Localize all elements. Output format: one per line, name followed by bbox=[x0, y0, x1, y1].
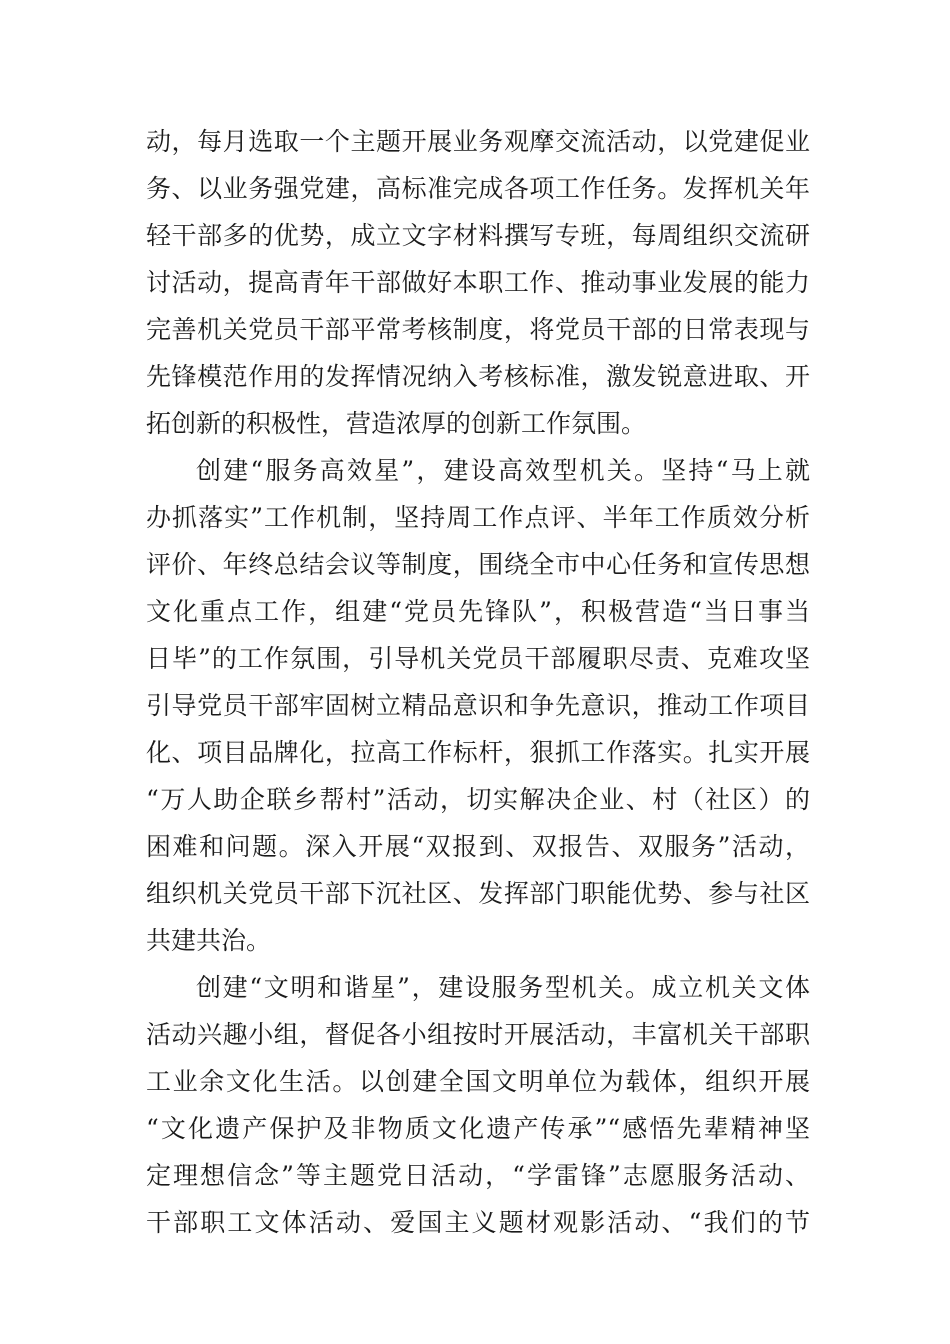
text-line: 定理想信念”等主题党日活动，“学雷锋”志愿服务活动、 bbox=[146, 1161, 810, 1190]
text-line: 化、项目品牌化，拉高工作标杆，狠抓工作落实。扎实开展 bbox=[146, 738, 810, 767]
text-line: 干部职工文体活动、爱国主义题材观影活动、“我们的节 bbox=[146, 1208, 810, 1237]
text-line: 日毕”的工作氛围，引导机关党员干部履职尽责、克难攻坚 bbox=[146, 644, 810, 673]
text-line: 工业余文化生活。以创建全国文明单位为载体，组织开展 bbox=[146, 1067, 810, 1096]
text-line: 办抓落实”工作机制，坚持周工作点评、半年工作质效分析 bbox=[146, 503, 810, 532]
text-line: 创建“服务高效星”，建设高效型机关。坚持“马上就 bbox=[196, 456, 810, 485]
text-line: 组织机关党员干部下沉社区、发挥部门职能优势、参与社区 bbox=[146, 879, 810, 908]
text-line: 困难和问题。深入开展“双报到、双报告、双服务”活动， bbox=[146, 832, 810, 861]
paragraph bbox=[146, 118, 810, 447]
text-line: 轻干部多的优势，成立文字材料撰写专班，每周组织交流研 bbox=[146, 221, 810, 250]
text-line: 创建“文明和谐星”，建设服务型机关。成立机关文体 bbox=[196, 973, 810, 1002]
text-line: 引导党员干部牢固树立精品意识和争先意识，推动工作项目 bbox=[146, 691, 810, 720]
text-line: 先锋模范作用的发挥情况纳入考核标准，激发锐意进取、开 bbox=[146, 362, 810, 391]
paragraph bbox=[146, 964, 810, 1246]
text-line: 共建共治。 bbox=[146, 926, 272, 955]
text-line: 拓创新的积极性，营造浓厚的创新工作氛围。 bbox=[146, 409, 647, 438]
text-line: 务、以业务强党建，高标准完成各项工作任务。发挥机关年 bbox=[146, 174, 810, 203]
text-line: 讨活动，提高青年干部做好本职工作、推动事业发展的能力 bbox=[146, 268, 810, 297]
text-line: 活动兴趣小组，督促各小组按时开展活动，丰富机关干部职 bbox=[146, 1020, 810, 1049]
text-line: 评价、年终总结会议等制度，围绕全市中心任务和宣传思想 bbox=[146, 550, 810, 579]
text-line: “万人助企联乡帮村”活动，切实解决企业、村（社区）的 bbox=[146, 785, 810, 814]
text-line: 文化重点工作，组建“党员先锋队”，积极营造“当日事当 bbox=[146, 597, 810, 626]
text-line: 动，每月选取一个主题开展业务观摩交流活动，以党建促业 bbox=[146, 127, 810, 156]
document-body bbox=[146, 118, 810, 1246]
text-line: “文化遗产保护及非物质文化遗产传承”“感悟先辈精神坚 bbox=[146, 1114, 810, 1143]
text-line: 完善机关党员干部平常考核制度，将党员干部的日常表现与 bbox=[146, 315, 810, 344]
paragraph bbox=[146, 447, 810, 964]
